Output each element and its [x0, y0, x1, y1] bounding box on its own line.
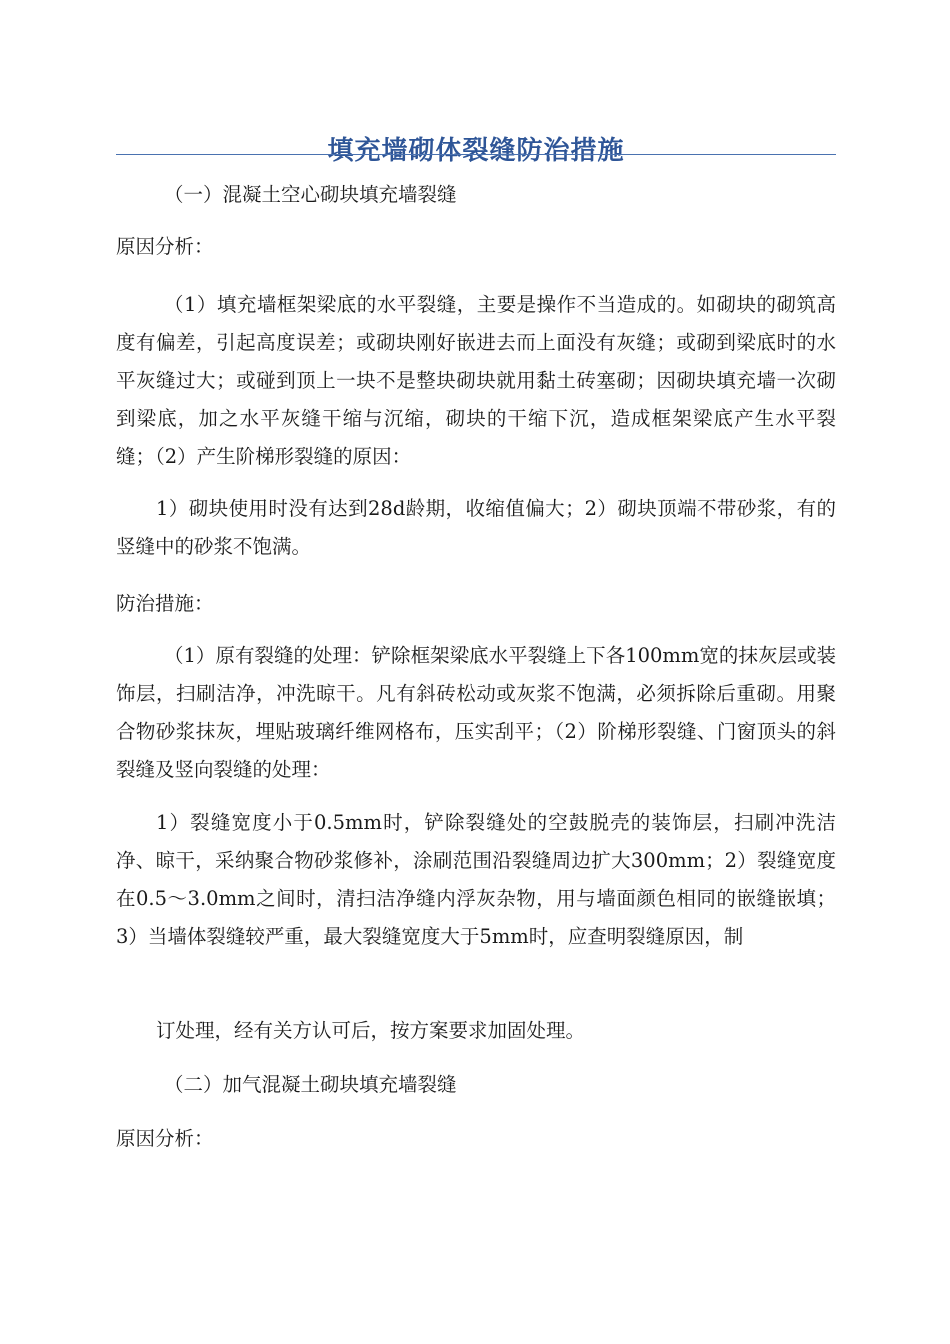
section-heading-1: （一）混凝土空心砌块填充墙裂缝: [164, 183, 457, 206]
section-heading-2: （二）加气混凝土砌块填充墙裂缝: [164, 1073, 457, 1096]
title-underline: [116, 154, 836, 155]
paragraph-prevention-2: 1）裂缝宽度小于0.5mm时，铲除裂缝处的空鼓脱壳的装饰层，扫刷冲洗洁净、晾干，采纳聚合物砂浆修补，涂刷范围沿裂缝周边扩大300mm；2）裂缝宽度在0.5～3.0mm之间时，清扫洁净缝内浮灰杂物，用与墙面颜色相同的嵌缝嵌填；3）当墙体裂缝较严重，最大裂缝宽度大于5mm时，应查明裂缝原因，制: [116, 811, 836, 948]
subheading-cause-analysis-2: 原因分析：: [116, 1127, 214, 1150]
paragraph-cause-2: 1）砌块使用时没有达到28d龄期，收缩值偏大；2）砌块顶端不带砂浆，有的竖缝中的砂浆不饱满。: [116, 497, 836, 558]
paragraph-prevention-3: 订处理，经有关方认可后，按方案要求加固处理。: [156, 1019, 586, 1042]
document-title: 填充墙砌体裂缝防治措施: [327, 136, 625, 167]
subheading-prevention: 防治措施：: [116, 592, 214, 615]
subheading-cause-analysis-1: 原因分析：: [116, 235, 214, 258]
paragraph-prevention-1: （1）原有裂缝的处理：铲除框架梁底水平裂缝上下各100mm宽的抹灰层或装饰层，扫刷洁净，冲洗晾干。凡有斜砖松动或灰浆不饱满，必须拆除后重砌。用聚合物砂浆抹灰，埋贴玻璃纤维网格布，压实刮平；（2）阶梯形裂缝、门窗顶头的斜裂缝及竖向裂缝的处理：: [116, 644, 836, 781]
paragraph-cause-1: （1）填充墙框架梁底的水平裂缝，主要是操作不当造成的。如砌块的砌筑高度有偏差，引起高度误差；或砌块刚好嵌进去而上面没有灰缝；或砌到梁底时的水平灰缝过大；或碰到顶上一块不是整块砌块就用黏土砖塞砌；因砌块填充墙一次砌到梁底，加之水平灰缝干缩与沉缩，砌块的干缩下沉，造成框架梁底产生水平裂缝；（2）产生阶梯形裂缝的原因：: [116, 293, 836, 468]
